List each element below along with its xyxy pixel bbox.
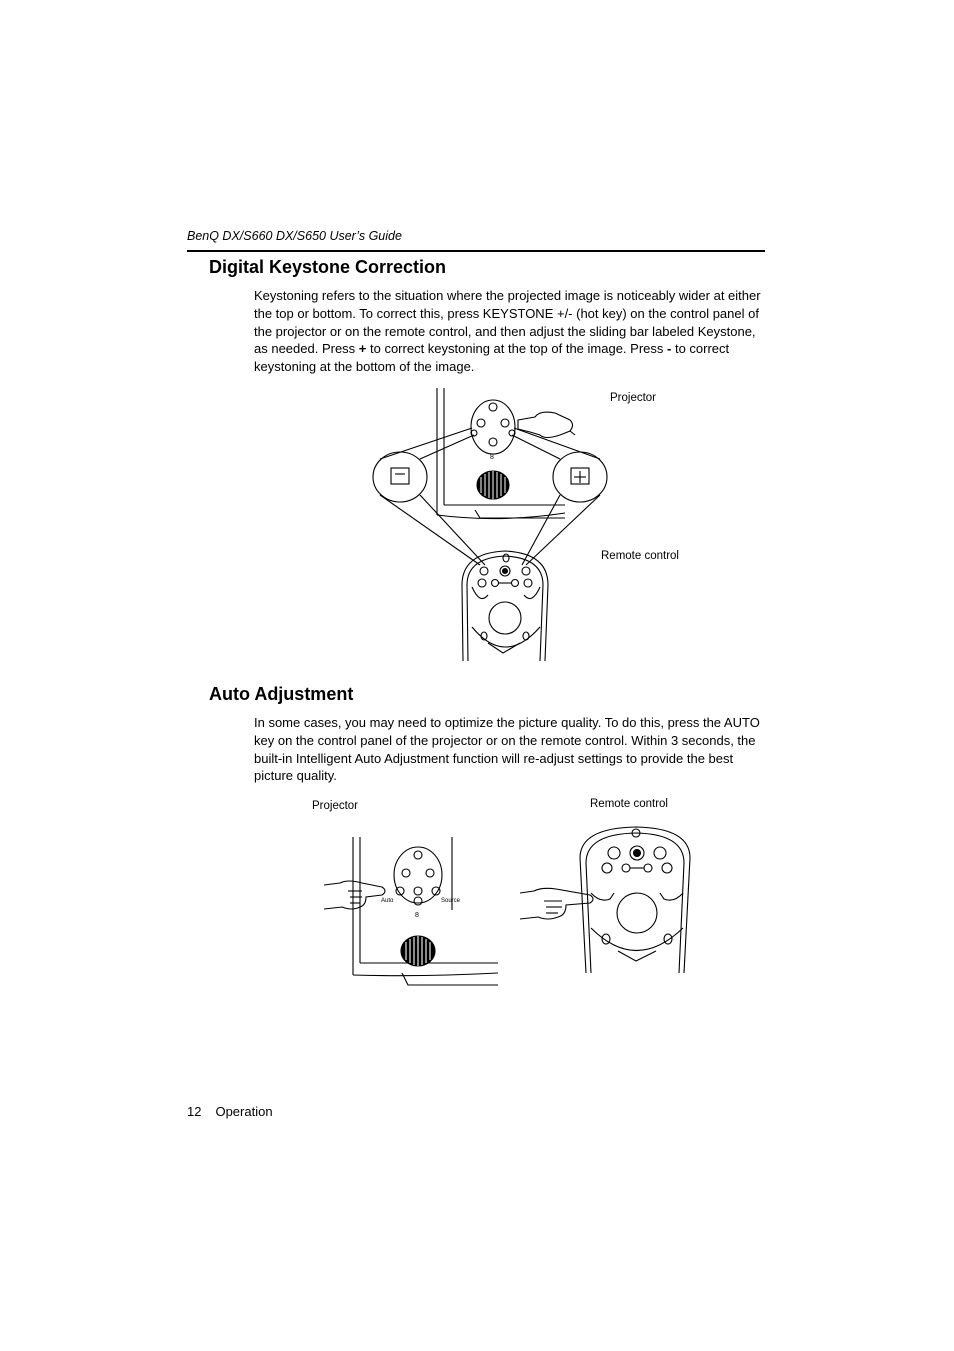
keystone-paragraph <box>254 287 762 376</box>
heading-keystone: Digital Keystone Correction <box>209 257 447 277</box>
footer-section: Operation <box>215 1104 273 1119</box>
running-header: BenQ DX/S660 DX/S650 User’s Guide <box>187 229 402 243</box>
page-number: 12 <box>187 1104 202 1119</box>
keystone-figure <box>360 385 620 665</box>
key-auto-label: Auto <box>381 898 394 904</box>
page-footer <box>187 1104 273 1119</box>
plus-symbol: + <box>358 341 367 357</box>
auto-remote-figure <box>518 823 696 978</box>
hand-icon <box>324 881 385 909</box>
minus-key-icon <box>373 452 427 502</box>
hand-icon <box>518 412 575 437</box>
remote-control-icon <box>462 551 548 661</box>
svg-text:8: 8 <box>415 912 419 919</box>
auto-paragraph: In some cases, you may need to optimize the picture quality. To do this, press the AUTO key on the control panel of the projector or on the remote control. Within 3 seconds, the built-in Intelligent Auto Adjustment function will re-adjust settings to provide the best picture quality. <box>254 715 760 784</box>
key-source-label: Source <box>441 898 461 904</box>
projector-panel-icon <box>437 388 565 519</box>
plus-key-icon <box>553 452 607 502</box>
label-remote-keystone: Remote control <box>601 550 679 562</box>
speaker-grille-icon <box>401 936 435 966</box>
minus-symbol: - <box>667 341 672 357</box>
keystone-text-1: Keystoning refers to the situation where the projected image is noticeably wider at either the top or bottom. To correct this, press KEYSTONE +/- (hot key) on the control panel of the projector or on the remote control, and then adjust the sliding bar labeled Keystone, as needed. Press <box>254 288 761 357</box>
keystone-text-2: to correct keystoning at the top of the image. Press <box>366 341 667 357</box>
label-projector-keystone: Projector <box>610 392 657 404</box>
label-remote-auto: Remote control <box>590 798 668 810</box>
header-rule <box>187 250 765 252</box>
label-projector-auto: Projector <box>312 800 359 812</box>
auto-projector-figure <box>322 835 502 990</box>
speaker-grille-icon <box>477 471 509 499</box>
svg-text:8: 8 <box>490 454 494 461</box>
remote-control-icon <box>580 827 690 973</box>
keystone-text-3: to correct keystoning at the bottom of the image. <box>254 341 730 375</box>
heading-auto-adjustment: Auto Adjustment <box>209 684 354 704</box>
